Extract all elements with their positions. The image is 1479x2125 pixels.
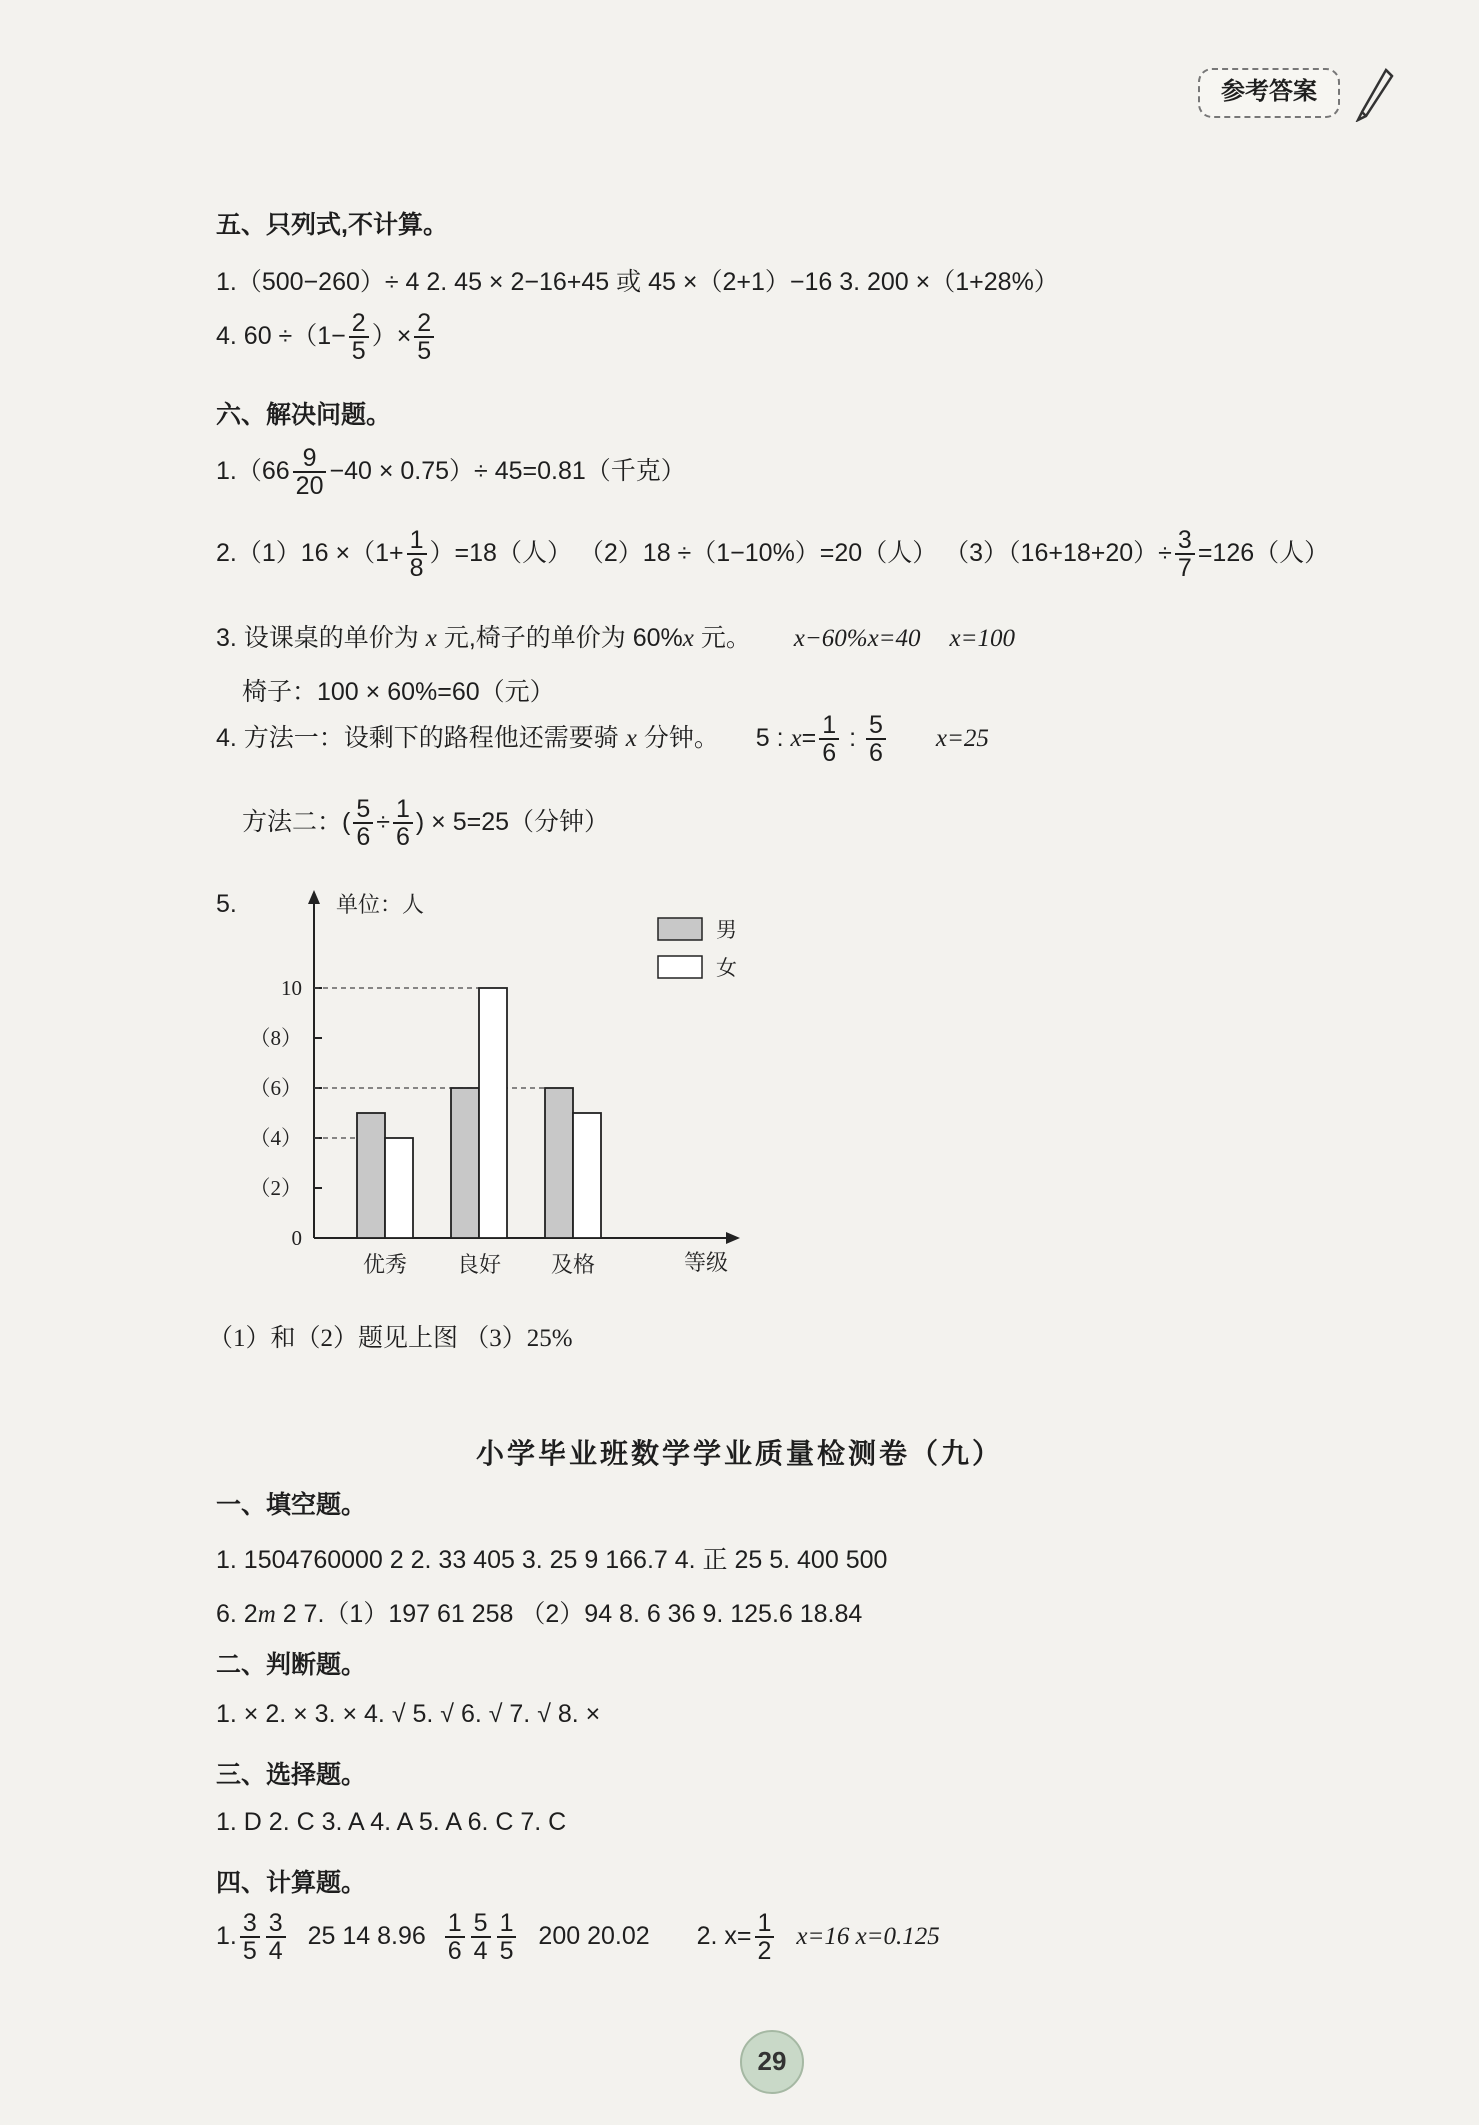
section-6-heading: 六、解决问题。: [216, 401, 392, 429]
section-5-heading: 五、只列式,不计算。: [216, 211, 448, 239]
category-label: 及格: [550, 1252, 596, 1277]
bar-male-0: [357, 1113, 385, 1238]
answer-key-badge: 参考答案: [1198, 68, 1340, 118]
bar-male-2: [545, 1088, 573, 1238]
page-number: 29: [740, 2030, 804, 2094]
exam-9-title: 小学毕业班数学学业质量检测卷（九）: [475, 1439, 1003, 1470]
y-tick-label: 0: [291, 1226, 302, 1250]
y-tick-label: （4）: [249, 1126, 302, 1150]
y-tick-label: 10: [281, 976, 302, 1000]
bar-female-1: [479, 988, 507, 1238]
exam9-s3-line: 1. D 2. C 3. A 4. A 5. A 6. C 7. C: [216, 1808, 567, 1836]
bar-male-1: [451, 1088, 479, 1238]
sec6-q1: 1.（66 $\frac{9}{20}$ −40 × 0.75）÷ 45=0.81（千克）: [216, 444, 686, 501]
y-axis-label: 单位：人: [336, 892, 425, 917]
y-tick-label: （2）: [249, 1176, 302, 1200]
bar-female-0: [385, 1138, 413, 1238]
legend-label-male: 男: [716, 918, 737, 942]
legend-swatch-male: [658, 918, 702, 940]
x-axis-arrow: [726, 1232, 740, 1244]
exam9-s1-line1: 1. 1504760000 2 2. 33 405 3. 25 9 166.7 4. 正 25 5. 400 500: [216, 1546, 888, 1574]
exam9-s3-heading: 三、选择题。: [216, 1761, 367, 1789]
category-label: 优秀: [362, 1252, 408, 1277]
sec6-q5-answer: （1）和（2）题见上图 （3）25%: [208, 1325, 573, 1352]
legend-label-female: 女: [716, 956, 737, 980]
sec5-line-2: 4. 60 ÷（1− $\frac{2}{5}$ ）× $\frac{2}{5}$: [216, 310, 437, 365]
exam9-s4-heading: 四、计算题。: [216, 1869, 367, 1897]
exam9-s2-line: 1. × 2. × 3. × 4. √ 5. √ 6. √ 7. √ 8. ×: [216, 1700, 601, 1728]
sec6-q3-line2: 椅子：100 × 60%=60（元）: [242, 678, 555, 706]
y-tick-label: （8）: [249, 1026, 302, 1050]
y-tick-label: （6）: [249, 1076, 302, 1100]
sec6-q4: 4. 方法一：设剩下的路程他还需要骑 x 分钟。 5 : x= $\frac{1}{6}$ : $\frac{5}{6}$ x=25: [216, 711, 989, 768]
y-axis-arrow: [308, 890, 320, 904]
sec6-q3: 3. 设课桌的单价为 x 元,椅子的单价为 60%x 元。 x−60%x=40 x=100: [216, 624, 1015, 652]
x-axis-label: 等级: [684, 1250, 729, 1275]
pencil-icon: [1350, 62, 1398, 122]
category-label: 良好: [456, 1252, 502, 1277]
sec5-line-1: 1.（500−260）÷ 4 2. 45 × 2−16+45 或 45 ×（2+1）−16 3. 200 ×（1+28%）: [216, 268, 1059, 296]
exam9-s2-heading: 二、判断题。: [216, 1651, 367, 1679]
sec6-q2: 2.（1）16 ×（1+ $\frac{1}{8}$ ）=18（人） （2）18 ÷（1−10%）=20（人） （3）（16+18+20）÷ $\frac{3}{7}$ =126（人）: [216, 526, 1330, 583]
sec6-q5-label: 5.: [216, 890, 237, 918]
exam9-s1-line2: 6. 2m 2 7.（1）197 61 258 （2）94 8. 6 36 9. 125.6 18.84: [216, 1600, 863, 1628]
exam9-s4-line: 1. $\frac{3}{5}$ $\frac{3}{4}$ 25 14 8.96 $\frac{1}{6}$ $\frac{5}{4}$ $\frac{1}{5}$ 200 20.02 2. x= $\frac{1}{2}$ x=16 x=0.125: [216, 1909, 940, 1966]
sec6-q4-method2: 方法二：( $\frac{5}{6}$ ÷ $\frac{1}{6}$ ) × 5=25（分钟）: [242, 795, 610, 852]
bar-chart: [240, 880, 760, 1290]
bar-female-2: [573, 1113, 601, 1238]
exam9-s1-heading: 一、填空题。: [216, 1491, 367, 1519]
legend-swatch-female: [658, 956, 702, 978]
